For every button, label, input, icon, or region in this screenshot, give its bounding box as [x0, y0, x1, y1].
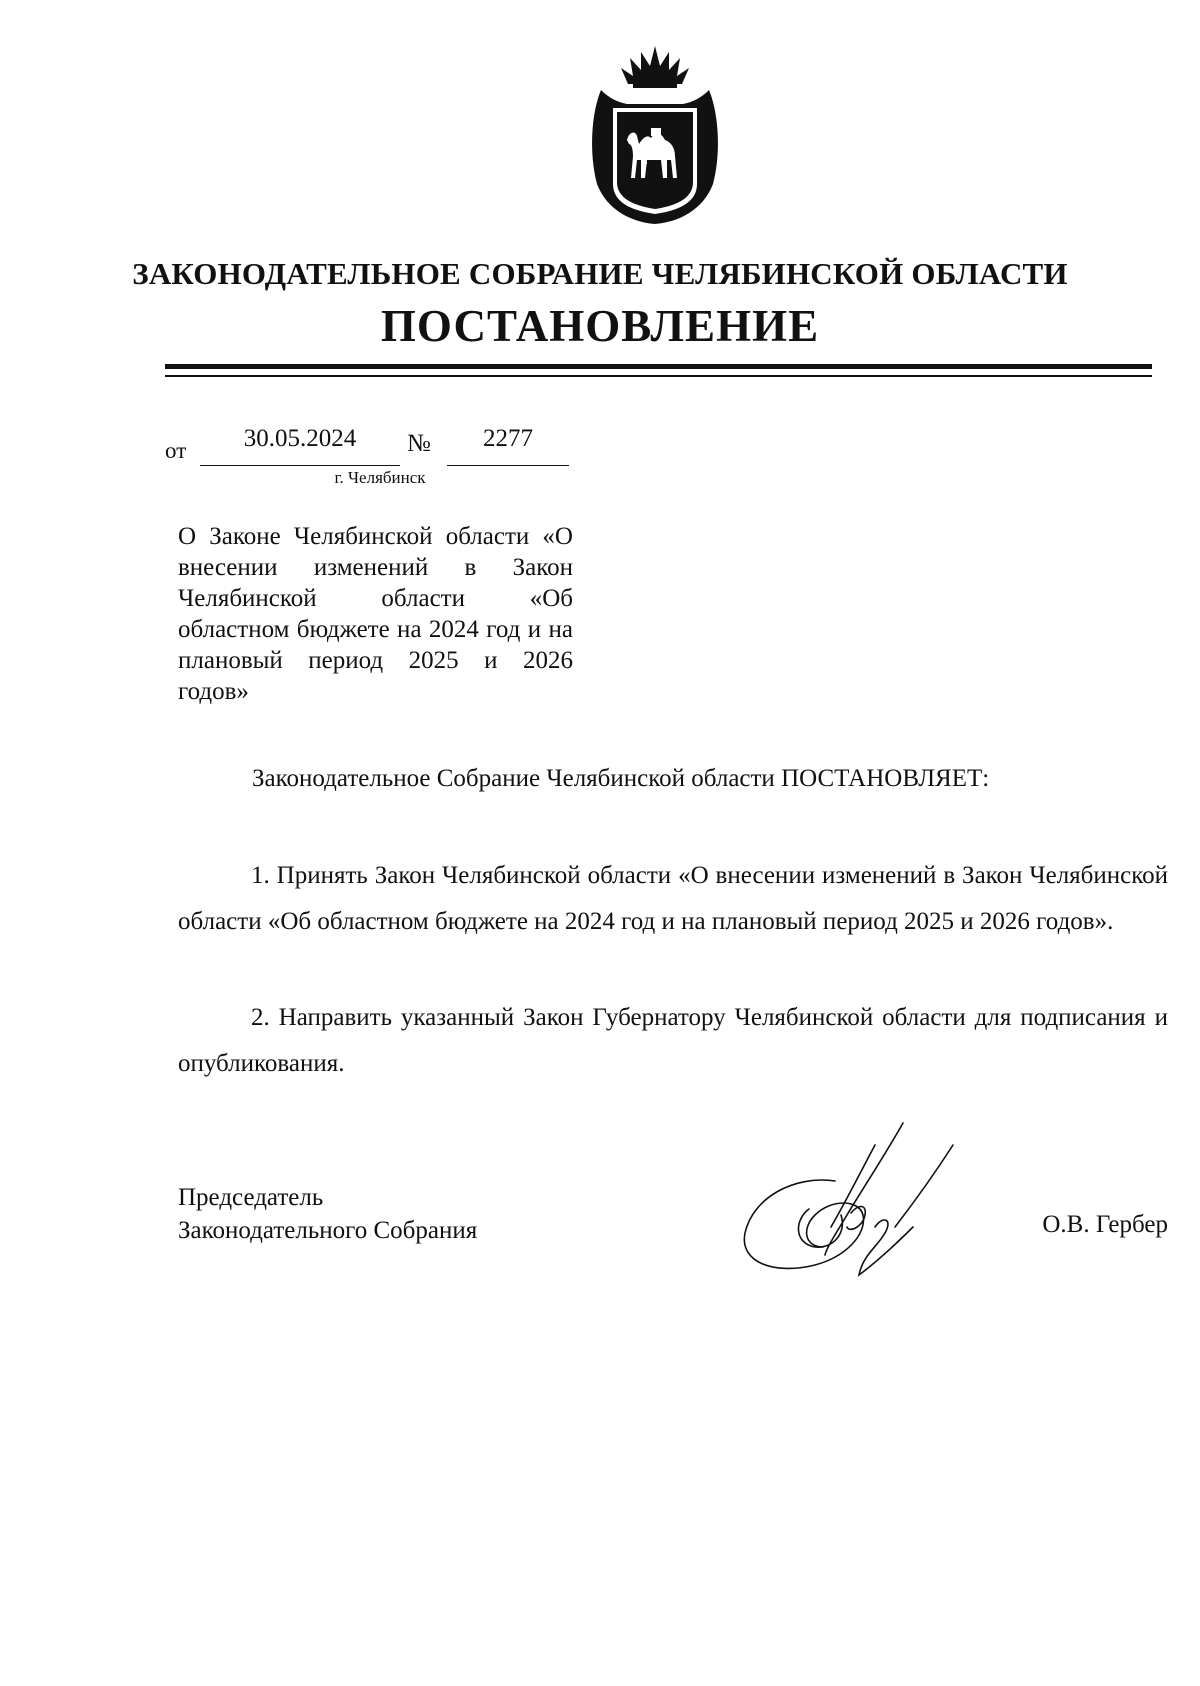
document-type-title: ПОСТАНОВЛЕНИЕ	[380, 301, 820, 351]
header-rule-thin	[165, 375, 1152, 377]
handwritten-signature-icon	[735, 1115, 965, 1285]
organization-title: ЗАКОНОДАТЕЛЬНОЕ СОБРАНИЕ ЧЕЛЯБИНСКОЙ ОБЛАСТИ	[132, 256, 1068, 291]
coat-of-arms-icon	[583, 44, 727, 226]
decree-item-1: 1. Принять Закон Челябинской области «О внесении изменений в Закон Челябинской области «Об областном бюджете на 2024 год и на плановый период 2025 и 2026 годов».	[178, 862, 1168, 935]
decree-statement: Законодательное Собрание Челябинской области ПОСТАНОВЛЯЕТ:	[252, 765, 990, 792]
signatory-name: О.В. Гербер	[1042, 1211, 1168, 1238]
number-underline	[447, 465, 569, 466]
date-prefix: от	[165, 438, 187, 463]
signatory-position	[178, 1181, 477, 1247]
date-underline	[200, 465, 400, 466]
document-city: г. Челябинск	[334, 468, 426, 487]
decree-item-2: 2. Направить указанный Закон Губернатору Челябинской области для подписания и опубликования.	[178, 1004, 1168, 1077]
number-prefix: №	[407, 430, 431, 457]
signatory-position-line1: Председатель	[178, 1184, 324, 1211]
document-date: 30.05.2024	[243, 425, 357, 452]
header-rule-thick	[165, 364, 1152, 369]
signatory-position-line2: Законодательного Собрания	[178, 1217, 478, 1244]
document-number: 2277	[483, 425, 533, 452]
document-subject: О Законе Челябинской области «О внесении изменений в Закон Челябинской области «Об областном бюджете на 2024 год и на плановый период 2025 и 2026 годов»	[178, 523, 573, 705]
